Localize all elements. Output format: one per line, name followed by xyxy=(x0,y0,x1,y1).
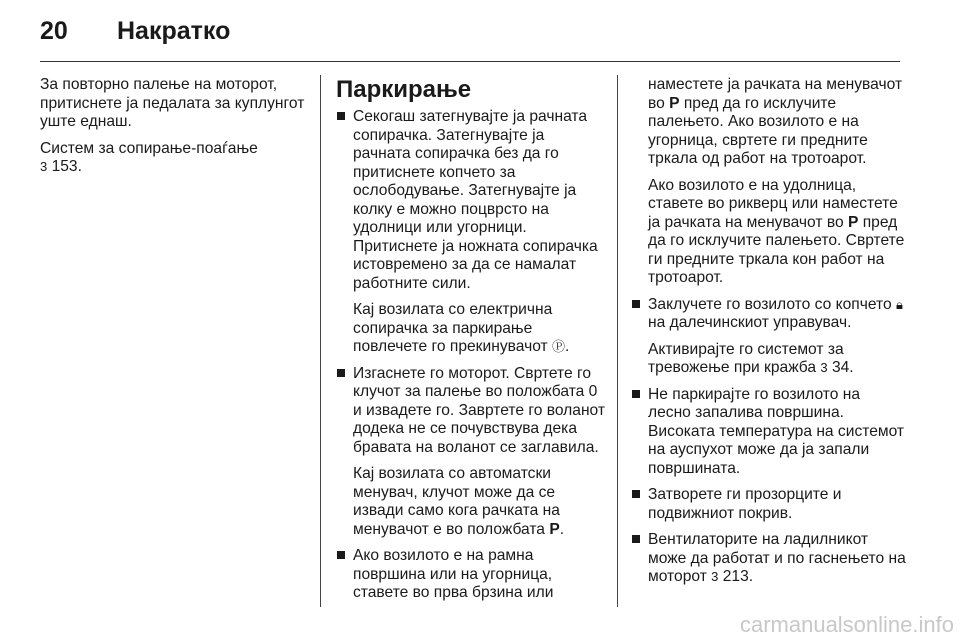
anti-theft-paragraph xyxy=(648,341,906,378)
page-reference-link[interactable]: 34. xyxy=(827,359,854,376)
restart-engine-paragraph: За повторно палење на моторот, притиснете ја педалата за куплунгот уште еднаш. xyxy=(40,76,305,130)
list-item xyxy=(336,365,606,540)
downhill-paragraph xyxy=(631,177,906,288)
column-2 xyxy=(336,76,606,611)
handbrake-paragraph: Секогаш затегнувајте ја рачната сопирачка. Затегнувајте ја рачната сопирачка без да го притиснете копчето за ослободување. Затегнувајте ја колку е можно поцврсто на удолници или угорници. Притиснете ја ножната сопирачка истовремено за да се намалат работните сили. xyxy=(353,108,598,292)
bullet-square-icon xyxy=(337,551,345,559)
list-item xyxy=(631,386,906,479)
list-item xyxy=(631,531,906,587)
stop-start-label: Систем за сопирање-поаѓање xyxy=(40,139,258,157)
bullet-square-icon xyxy=(337,112,345,120)
page-reference-link[interactable]: 153. xyxy=(47,158,82,175)
list-item xyxy=(336,547,606,603)
bullet-square-icon xyxy=(632,535,640,543)
page-reference-icon: 3 xyxy=(820,360,828,375)
bullet-square-icon xyxy=(632,490,640,498)
page-reference-icon: 3 xyxy=(711,569,719,584)
lock-vehicle-paragraph xyxy=(648,296,906,333)
page-reference-link[interactable]: 213. xyxy=(718,568,754,585)
flammable-surface-paragraph: Не паркирајте го возилото на лесно запалива површина. Високата температура на системот на ауспухот може да ја запали површината. xyxy=(648,385,905,477)
auto-end: . xyxy=(559,520,565,538)
column-3 xyxy=(631,76,906,595)
c1-text-b: пред да го исклучите палењето. Ако возилото е на угорница, свртете ги предните тркала од работ на тротоарот. xyxy=(648,94,868,167)
fans-text: Вентилаторите на ладилникот може да работат и по гаснењето на моторот xyxy=(648,531,906,585)
bullet-square-icon xyxy=(632,390,640,398)
c2-text-b: пред да го исклучите палењето. Свртете ги предните тркала кон работ на тротоарот. xyxy=(648,213,905,286)
auto-text: Кај возилата со автоматски менувач, клучот може да се извади само кога рачката на менувачот е во положбата xyxy=(353,465,560,538)
stop-start-reference xyxy=(40,140,305,177)
parking-brake-switch-icon: Ⓟ xyxy=(552,339,566,354)
page-header xyxy=(0,0,960,62)
page-title: Накратко xyxy=(117,17,231,45)
page-number: 20 xyxy=(40,17,68,45)
list-item xyxy=(336,108,606,357)
c1-text-a: наместете ја рачката на менувачот во xyxy=(648,76,903,112)
bullet-square-icon xyxy=(337,369,345,377)
alarm-text: Активирајте го системот за тревожење при кражба xyxy=(648,340,844,376)
gear-p-label: P xyxy=(669,94,680,112)
engine-off-paragraph: Изгаснете го моторот. Свртете го клучот за палење во положбата 0 и извадете го. Завртете го воланот додека не се почувствува дека бравата на воланот се заглавила. xyxy=(353,364,606,456)
electric-parking-brake-paragraph xyxy=(353,301,606,357)
page-reference-icon: 3 xyxy=(40,159,48,174)
lock-text: Заклучете го возилото со копчето xyxy=(648,295,896,313)
gear-p-label: P xyxy=(549,520,560,538)
radiator-fans-paragraph xyxy=(648,531,906,587)
watermark: carmanualsonline.info xyxy=(739,612,954,637)
gear-p-label: P xyxy=(847,213,859,231)
header-rule xyxy=(40,61,900,62)
lock-end: на далечинскиот управувач. xyxy=(648,314,852,331)
bullet-square-icon xyxy=(632,300,640,308)
column-divider-2 xyxy=(617,75,618,607)
parking-instructions-list xyxy=(336,108,606,603)
parking-instructions-list-continued xyxy=(631,296,906,587)
epb-text: Кај возилата со електрична сопирачка за паркирање повлечете го прекинувачот xyxy=(353,301,553,355)
list-item xyxy=(631,486,906,523)
close-windows-paragraph: Затворете ги прозорците и подвижниот покрив. xyxy=(648,486,842,522)
c2-text-a: Ако возилото е на удолница, ставете во рикверц или наместете ја рачката на менувачот во xyxy=(648,176,898,231)
column-1 xyxy=(40,76,305,185)
section-heading-parking: Паркирање xyxy=(336,76,472,103)
uphill-continuation-paragraph xyxy=(631,76,906,169)
column-divider-1 xyxy=(320,75,321,607)
lock-button-icon: 🔒︎ xyxy=(895,296,903,312)
automatic-transmission-paragraph xyxy=(353,465,606,539)
level-or-uphill-paragraph: Ако возилото е на рамна површина или на угорница, ставете во прва брзина или xyxy=(353,547,554,601)
list-item xyxy=(631,296,906,378)
epb-end: . xyxy=(565,338,570,355)
